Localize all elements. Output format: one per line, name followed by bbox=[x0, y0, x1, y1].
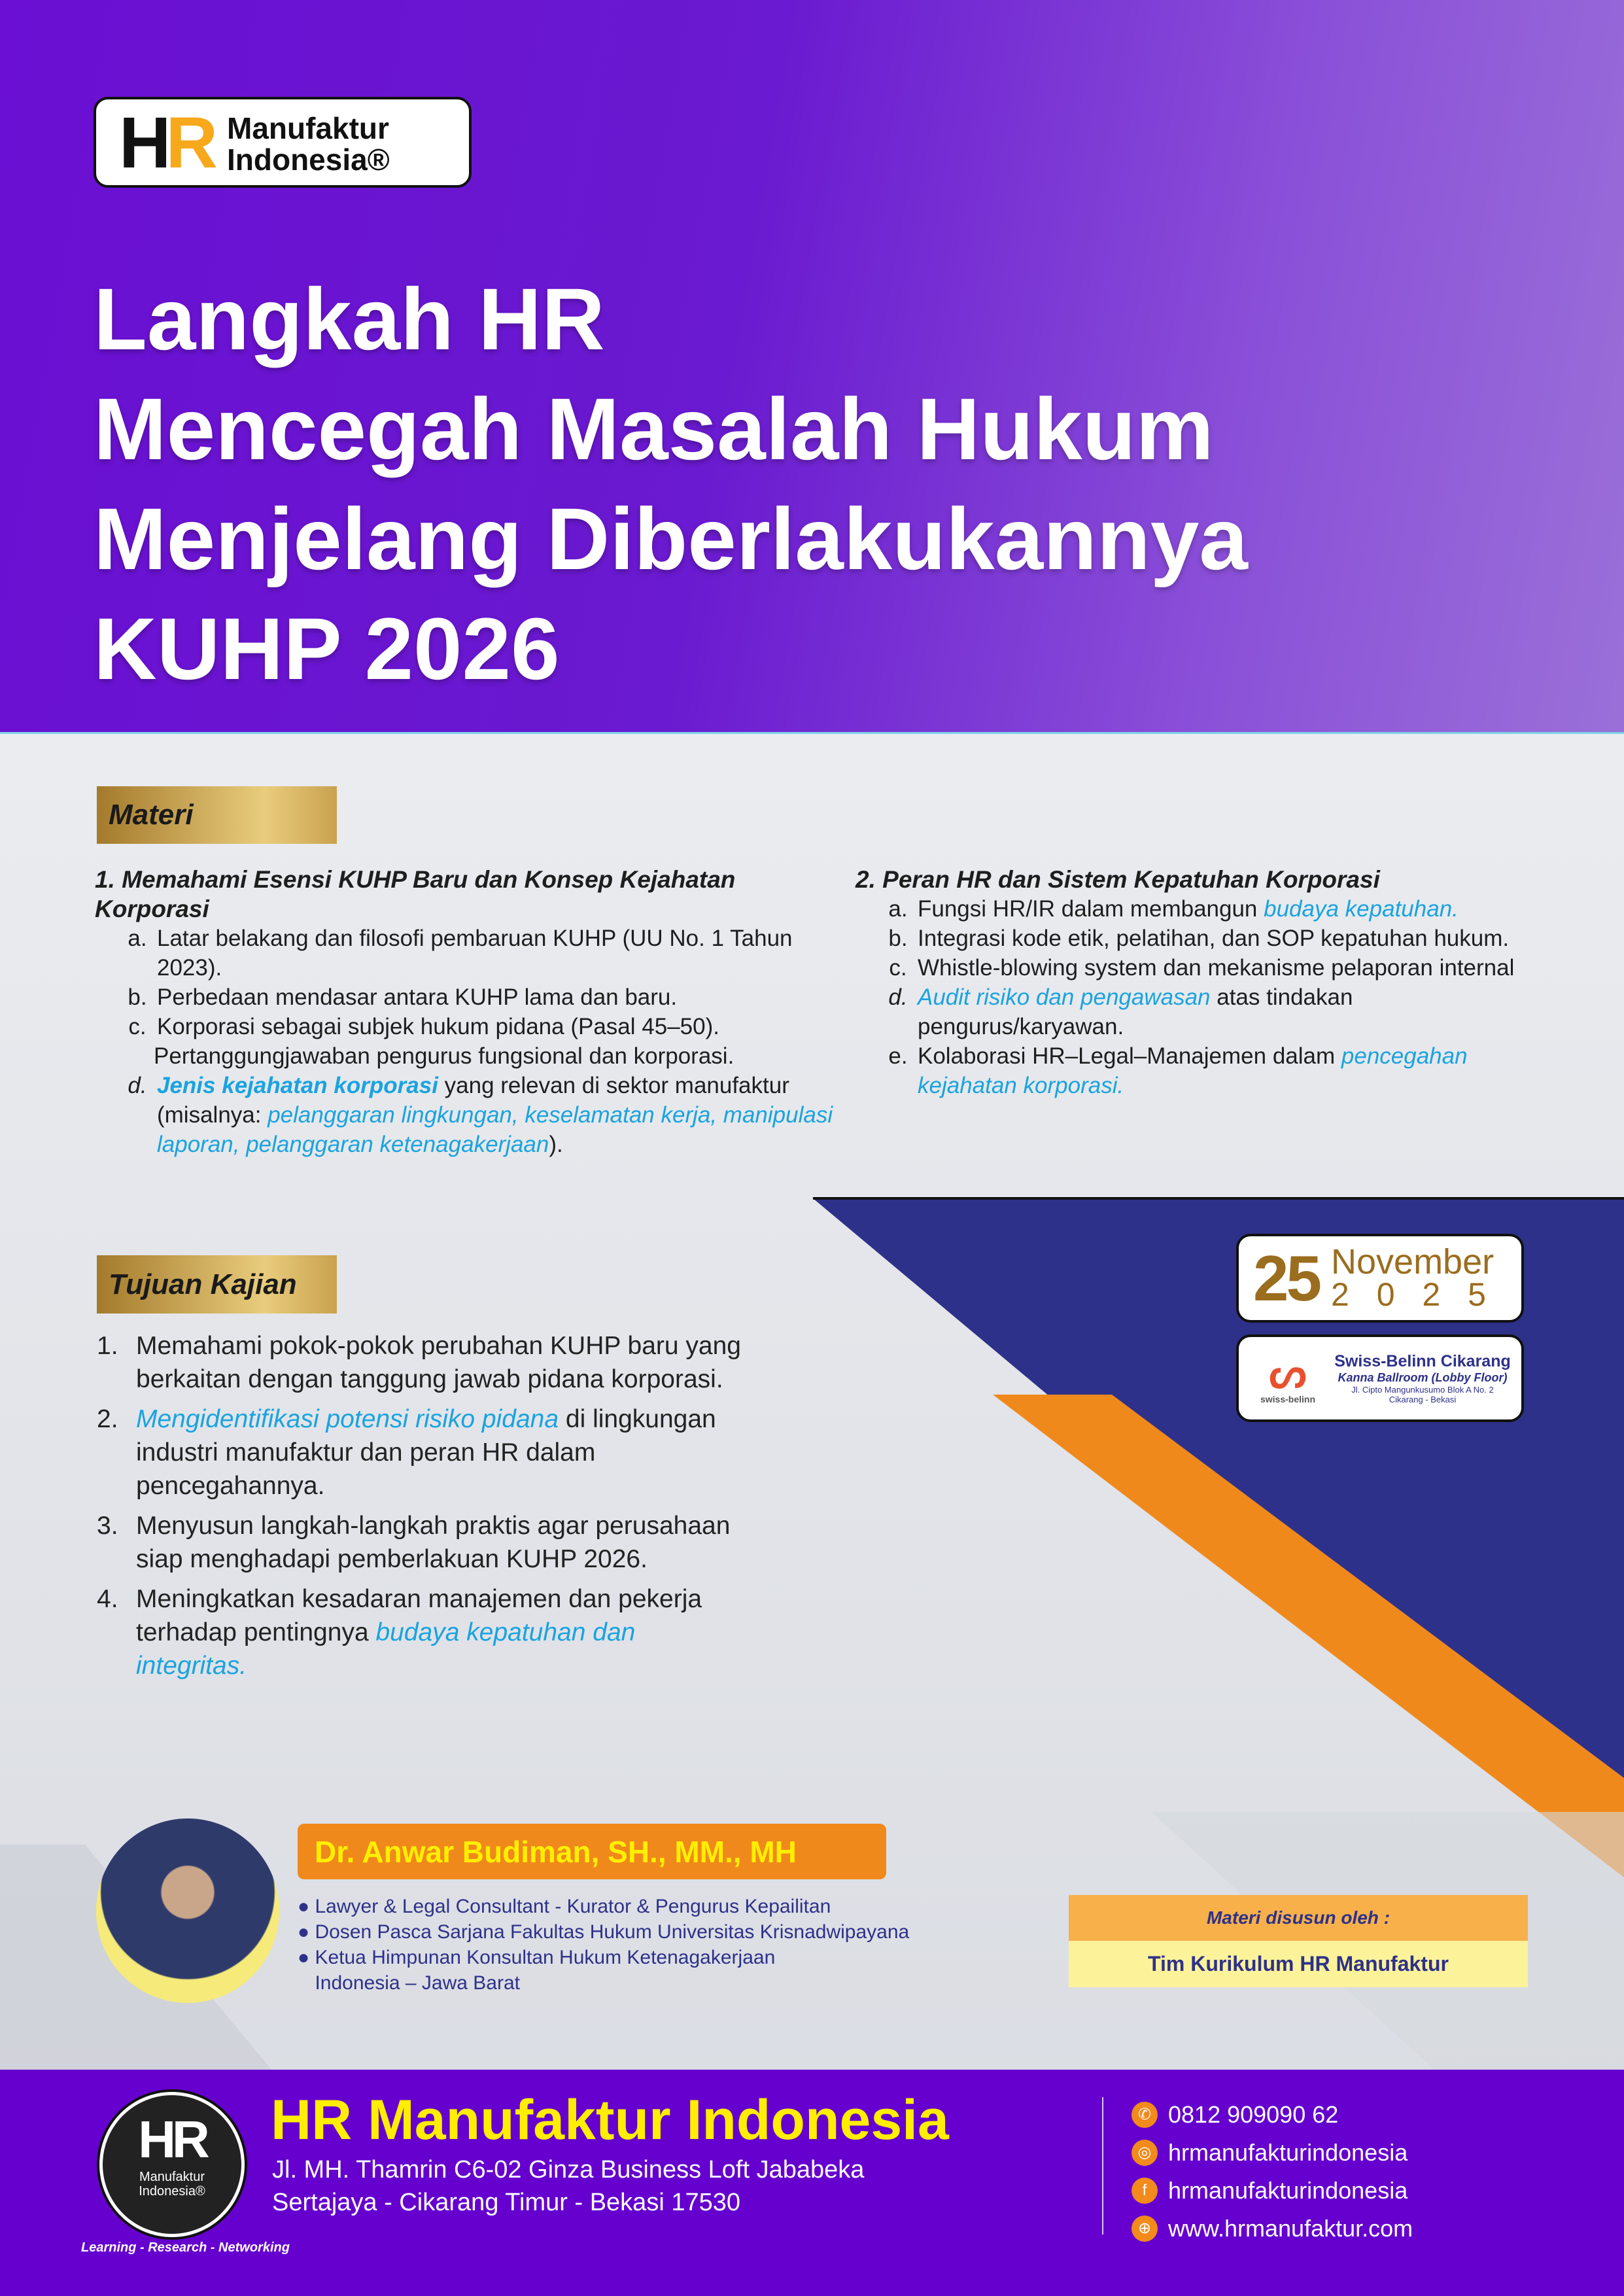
speaker-roles: ● Lawyer & Legal Consultant - Kurator & Pengurus Kepailitan ● Dosen Pasca Sarjana Fakultas Hukum Universitas Krisnadwipayana ● Ketua Himpunan Konsultan Hukum Ketenagakerjaan Indonesia – Jawa Barat bbox=[298, 1894, 909, 1996]
footer-logo-mark: HR bbox=[138, 2110, 206, 2168]
logo-line2: Indonesia® bbox=[227, 143, 390, 177]
hr-logo-mark: HR bbox=[119, 103, 213, 183]
text: Meningkatkan kesadaran manajemen dan pekerja terhadap pentingnya bbox=[136, 1585, 702, 1646]
materi-col1: 1. Memahami Esensi KUHP Baru dan Konsep Kejahatan Korporasi a. Latar belakang dan filosofi pembaruan KUHP (UU No. 1 Tahun 2023). b. Perbedaan mendasar antara KUHP lama dan baru. c. Korporasi sebagai subjek hukum pidana (Pasal 45–50). Pertanggungjawaban pengurus fungsional dan korporasi. d. Jenis kejahatan korporasi yang relevan di sektor manufaktur (misalnya: pelanggaran lingkungan, keselamatan kerja, manipulasi laporan, pelanggaran ketenagakerjaan). bbox=[95, 865, 834, 1159]
speaker-role: Lawyer & Legal Consultant - Kurator & Pengurus Kepailitan bbox=[315, 1896, 831, 1917]
title-line: Menjelang Diberlakukannya bbox=[94, 491, 1248, 588]
highlight: pencegahan kejahatan korporasi. bbox=[918, 1043, 1468, 1098]
logo-line1: Manufaktur bbox=[227, 111, 389, 145]
venue-logo-text: swiss-belinn bbox=[1260, 1394, 1316, 1404]
instagram-icon: ◎ bbox=[1132, 2140, 1158, 2166]
address-line: Sertajaya - Cikarang Timur - Bekasi 17530 bbox=[272, 2189, 740, 2216]
title-line: Langkah HR bbox=[94, 271, 605, 368]
highlight: Jenis kejahatan korporasi bbox=[157, 1073, 438, 1098]
text: yang relevan di sektor manufaktur (misalnya: bbox=[157, 1073, 789, 1128]
goal-item bbox=[136, 1402, 744, 1503]
venue-name: Swiss-Belinn Cikarang bbox=[1334, 1352, 1511, 1370]
title-line: Mencegah Masalah Hukum bbox=[94, 381, 1214, 478]
venue-room: Kanna Ballroom (Lobby Floor) bbox=[1338, 1371, 1508, 1384]
highlight: budaya kepatuhan. bbox=[1264, 896, 1459, 922]
contact-instagram[interactable] bbox=[1132, 2136, 1413, 2169]
venue-box bbox=[1236, 1334, 1524, 1422]
contact-list bbox=[1132, 2098, 1413, 2245]
website-text: www.hrmanufaktur.com bbox=[1168, 2215, 1413, 2242]
instagram-text: hrmanufakturindonesia bbox=[1168, 2139, 1408, 2166]
text: Kolaborasi HR–Legal–Manajemen dalam bbox=[918, 1043, 1341, 1069]
materi-item bbox=[918, 1041, 1542, 1100]
venue-city: Cikarang - Bekasi bbox=[1389, 1395, 1457, 1404]
event-year: 2 0 2 5 bbox=[1331, 1276, 1495, 1313]
date-box bbox=[1236, 1234, 1524, 1323]
text: Fungsi HR/IR dalam membangun bbox=[918, 896, 1264, 922]
highlight: Mengidentifikasi potensi risiko pidana bbox=[136, 1405, 559, 1433]
footer-org-name: HR Manufaktur Indonesia bbox=[271, 2089, 949, 2151]
footer-logo bbox=[99, 2092, 245, 2237]
credit-value: Tim Kurikulum HR Manufaktur bbox=[1069, 1941, 1528, 1987]
tujuan-label: Tujuan Kajian bbox=[97, 1255, 337, 1313]
event-day: 25 bbox=[1253, 1242, 1320, 1314]
speaker-name: Dr. Anwar Budiman, SH., MM., MH bbox=[298, 1824, 886, 1879]
materi-item: Korporasi sebagai subjek hukum pidana (Pasal 45–50). bbox=[157, 1014, 719, 1039]
address-line: Jl. MH. Thamrin C6-02 Ginza Business Loft Jababeka bbox=[272, 2156, 865, 2183]
contact-phone[interactable] bbox=[1132, 2098, 1413, 2131]
materi-heading-2: 2. Peran HR dan Sistem Kepatuhan Korporasi bbox=[855, 866, 1380, 893]
footer-logo-line2: Indonesia® bbox=[139, 2184, 205, 2199]
goal-item: Memahami pokok-pokok perubahan KUHP baru yang berkaitan dengan tanggung jawab pidana korporasi. bbox=[136, 1332, 741, 1393]
footer-divider bbox=[1102, 2097, 1103, 2235]
materi-label: Materi bbox=[97, 786, 337, 844]
credit-label: Materi disusun oleh : bbox=[1069, 1895, 1528, 1941]
goal-item: Menyusun langkah-langkah praktis agar perusahaan siap menghadapi pemberlakuan KUHP 2026. bbox=[136, 1512, 731, 1573]
globe-icon: ⊕ bbox=[1132, 2216, 1158, 2242]
materi-item: Perbedaan mendasar antara KUHP lama dan baru. bbox=[157, 984, 678, 1010]
brand-logo bbox=[94, 97, 472, 188]
whatsapp-icon: ✆ bbox=[1132, 2102, 1158, 2128]
goal-item bbox=[136, 1582, 744, 1682]
materi-item bbox=[157, 1071, 834, 1159]
materi-item: Pertanggungjawaban pengurus fungsional dan korporasi. bbox=[154, 1043, 734, 1069]
footer-logo-line1: Manufaktur bbox=[139, 2170, 205, 2184]
highlight: budaya kepatuhan dan integritas. bbox=[136, 1618, 636, 1680]
materi-item: Whistle-blowing system dan mekanisme pelaporan internal bbox=[918, 955, 1515, 981]
venue-address: Jl. Cipto Mangunkusumo Blok A No. 2 bbox=[1351, 1385, 1494, 1395]
contact-website[interactable] bbox=[1132, 2212, 1413, 2245]
footer-tagline: Learning - Research - Networking bbox=[81, 2240, 290, 2255]
speaker-photo bbox=[96, 1818, 279, 2003]
page-title bbox=[94, 265, 1248, 704]
facebook-icon: f bbox=[1132, 2178, 1158, 2204]
phone-text: 0812 909090 62 bbox=[1168, 2101, 1339, 2128]
materi-item bbox=[918, 894, 1459, 924]
text: ). bbox=[549, 1132, 563, 1157]
contact-facebook[interactable] bbox=[1132, 2174, 1413, 2207]
highlight: Audit risiko dan pengawasan bbox=[918, 984, 1211, 1010]
speaker-role: Dosen Pasca Sarjana Fakultas Hukum Universitas Krisnadwipayana bbox=[315, 1921, 910, 1943]
event-month: November bbox=[1331, 1242, 1494, 1281]
text: atas tindakan pengurus/karyawan. bbox=[918, 984, 1353, 1039]
speaker-role: Ketua Himpunan Konsultan Hukum Ketenagakerjaan Indonesia – Jawa Barat bbox=[315, 1947, 776, 1994]
materi-col2: 2. Peran HR dan Sistem Kepatuhan Korporasi a. Fungsi HR/IR dalam membangun budaya kepatuhan. b. Integrasi kode etik, pelatihan, dan SOP kepatuhan hukum. c. Whistle-blowing system dan mekanisme pelaporan internal d. Audit risiko dan pengawasan atas tindakan pengurus/karyawan. e. Kolaborasi HR–Legal–Manajemen dalam pencegahan kejahatan korporasi. bbox=[855, 865, 1542, 1100]
text: di lingkungan industri manufaktur dan peran HR dalam pencegahannya. bbox=[136, 1405, 716, 1500]
materi-item: Latar belakang dan filosofi pembaruan KUHP (UU No. 1 Tahun 2023). bbox=[157, 926, 793, 981]
footer-address bbox=[272, 2153, 864, 2219]
facebook-text: hrmanufakturindonesia bbox=[1168, 2177, 1408, 2204]
materi-heading-1: 1. Memahami Esensi KUHP Baru dan Konsep Kejahatan Korporasi bbox=[95, 866, 736, 922]
materi-item bbox=[918, 983, 1542, 1041]
tujuan-list: 1. Memahami pokok-pokok perubahan KUHP baru yang berkaitan dengan tanggung jawab pidana korporasi. 2. Mengidentifikasi potensi risiko pidana di lingkungan industri manufaktur dan peran HR dalam pencegahannya. 3. Menyusun langkah-langkah praktis agar perusahaan siap menghadapi pemberlakuan KUHP 2026. 4. Meningkatkan kesadaran manajemen dan pekerja terhadap pentingnya budaya kepatuhan dan integritas. bbox=[97, 1329, 744, 1689]
materi-item: Integrasi kode etik, pelatihan, dan SOP kepatuhan hukum. bbox=[918, 926, 1510, 951]
swiss-belinn-logo: ᔕ swiss-belinn bbox=[1252, 1352, 1324, 1404]
title-line: KUHP 2026 bbox=[94, 600, 560, 698]
highlight: pelanggaran lingkungan, keselamatan kerja, manipulasi laporan, pelanggaran ketenagakerjaan bbox=[157, 1102, 833, 1157]
